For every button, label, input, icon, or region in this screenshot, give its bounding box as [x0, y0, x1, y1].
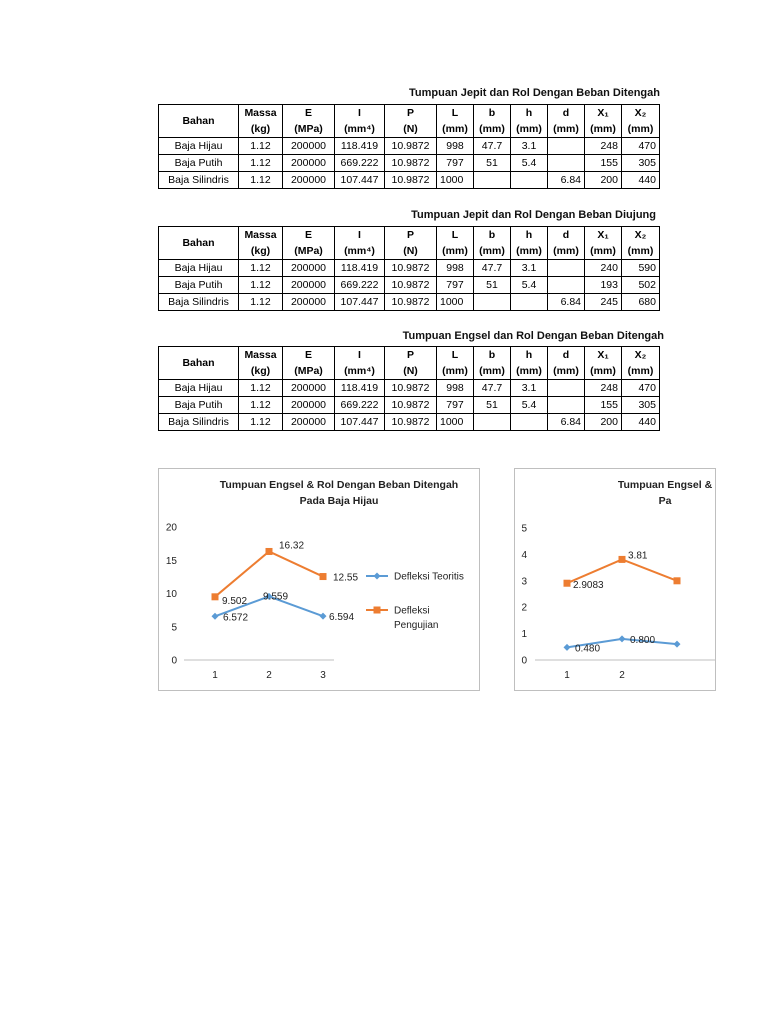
header-label: h — [511, 227, 548, 244]
table-cell: 107.447 — [335, 172, 385, 189]
table-cell: 200000 — [283, 260, 335, 277]
table-cell: 1.12 — [239, 294, 283, 311]
chart-title: Tumpuan Engsel & — [617, 479, 713, 491]
table-cell: 155 — [585, 155, 622, 172]
cell-bahan: Baja Hijau — [159, 380, 239, 397]
header-label: X₂ — [622, 227, 660, 244]
table-cell: 10.9872 — [385, 277, 437, 294]
header-unit: (mm) — [622, 121, 660, 138]
header-label: d — [548, 347, 585, 364]
chart-subtitle: Pa — [658, 495, 672, 507]
table-cell: 200000 — [283, 172, 335, 189]
chart-2 — [515, 469, 715, 690]
table-cell — [474, 172, 511, 189]
y-tick-label: 5 — [171, 622, 177, 634]
table-row — [159, 397, 660, 414]
header-label: X₂ — [622, 105, 660, 122]
x-tick-label: 1 — [212, 670, 218, 681]
data-point — [619, 556, 626, 563]
table-cell — [548, 155, 585, 172]
header-label: d — [548, 105, 585, 122]
header-label: E — [283, 227, 335, 244]
header-unit: (kg) — [239, 121, 283, 138]
header-label: E — [283, 347, 335, 364]
header-unit: (mm) — [548, 121, 585, 138]
data-point — [212, 613, 219, 620]
table-cell: 1.12 — [239, 155, 283, 172]
header-label: L — [437, 105, 474, 122]
table-row — [159, 380, 660, 397]
header-label: h — [511, 347, 548, 364]
cell-bahan: Baja Putih — [159, 277, 239, 294]
table-cell — [511, 172, 548, 189]
table-cell: 107.447 — [335, 294, 385, 311]
table-cell: 47.7 — [474, 380, 511, 397]
legend-marker — [374, 607, 381, 614]
y-tick-label: 1 — [521, 629, 527, 641]
chart-1 — [159, 469, 479, 690]
header-unit: (MPa) — [283, 121, 335, 138]
table-cell: 10.9872 — [385, 294, 437, 311]
table-cell: 1000 — [437, 414, 474, 431]
table-cell: 3.1 — [511, 138, 548, 155]
cell-bahan: Baja Hijau — [159, 260, 239, 277]
table-cell: 107.447 — [335, 414, 385, 431]
header-unit: (mm) — [474, 121, 511, 138]
table-cell: 797 — [437, 397, 474, 414]
data-point — [320, 573, 327, 580]
table-cell: 118.419 — [335, 138, 385, 155]
data-label: 0.480 — [575, 643, 601, 655]
data-label: 9.559 — [263, 591, 289, 603]
data-point — [320, 613, 327, 620]
table-3-caption: Tumpuan Engsel dan Rol Dengan Beban Ditengah — [402, 330, 664, 342]
cell-bahan: Baja Silindris — [159, 414, 239, 431]
table-cell: 10.9872 — [385, 260, 437, 277]
header-unit: (kg) — [239, 243, 283, 260]
x-tick-label: 1 — [564, 670, 570, 681]
header-unit: (kg) — [239, 363, 283, 380]
table-2 — [158, 226, 660, 311]
header-unit: (mm) — [437, 121, 474, 138]
header-label: L — [437, 227, 474, 244]
table-cell — [548, 277, 585, 294]
table-cell: 1.12 — [239, 414, 283, 431]
table-row — [159, 138, 660, 155]
header-unit: (mm) — [585, 121, 622, 138]
x-tick-label: 2 — [619, 670, 625, 681]
y-tick-label: 0 — [521, 655, 527, 667]
data-label: 2.9083 — [573, 580, 604, 592]
table-cell: 10.9872 — [385, 138, 437, 155]
header-label: Massa — [239, 227, 283, 244]
table-row — [159, 172, 660, 189]
header-unit: (mm) — [437, 243, 474, 260]
table-cell — [548, 380, 585, 397]
data-point — [564, 580, 571, 587]
header-label: X₂ — [622, 347, 660, 364]
table-cell: 470 — [622, 380, 660, 397]
header-unit: (MPa) — [283, 363, 335, 380]
table-cell: 200 — [585, 414, 622, 431]
header-label: P — [385, 347, 437, 364]
table-cell: 305 — [622, 155, 660, 172]
table-1 — [158, 104, 660, 189]
table-row — [159, 260, 660, 277]
table-cell: 248 — [585, 138, 622, 155]
header-unit: (mm) — [474, 243, 511, 260]
table-cell: 51 — [474, 277, 511, 294]
table-cell: 248 — [585, 380, 622, 397]
header-label: X₁ — [585, 347, 622, 364]
header-label: Massa — [239, 347, 283, 364]
table-cell: 1.12 — [239, 260, 283, 277]
table-cell: 10.9872 — [385, 397, 437, 414]
header-label: b — [474, 347, 511, 364]
table-cell: 998 — [437, 138, 474, 155]
chart-subtitle: Pada Baja Hijau — [299, 495, 379, 507]
header-label: I — [335, 347, 385, 364]
table-cell: 590 — [622, 260, 660, 277]
table-cell: 240 — [585, 260, 622, 277]
y-tick-label: 20 — [165, 522, 177, 534]
table-cell: 193 — [585, 277, 622, 294]
x-tick-label: 2 — [266, 670, 272, 681]
header-unit: (mm) — [622, 243, 660, 260]
table-cell: 470 — [622, 138, 660, 155]
table-cell: 440 — [622, 414, 660, 431]
header-label: Massa — [239, 105, 283, 122]
header-unit: (mm) — [511, 243, 548, 260]
header-bahan: Bahan — [159, 105, 239, 138]
table-cell: 200000 — [283, 155, 335, 172]
header-label: I — [335, 105, 385, 122]
data-point — [212, 593, 219, 600]
table-cell: 669.222 — [335, 155, 385, 172]
header-label: h — [511, 105, 548, 122]
header-unit: (mm) — [585, 243, 622, 260]
table-cell — [474, 414, 511, 431]
header-label: E — [283, 105, 335, 122]
table-cell: 200000 — [283, 294, 335, 311]
header-unit: (mm) — [622, 363, 660, 380]
table-cell: 1.12 — [239, 380, 283, 397]
table-cell: 797 — [437, 277, 474, 294]
chart-2-frame — [514, 468, 716, 691]
table-cell: 155 — [585, 397, 622, 414]
cell-bahan: Baja Putih — [159, 397, 239, 414]
header-bahan: Bahan — [159, 227, 239, 260]
table-cell: 669.222 — [335, 397, 385, 414]
table-cell: 1.12 — [239, 277, 283, 294]
table-cell: 6.84 — [548, 294, 585, 311]
data-label: 12.55 — [333, 572, 359, 584]
header-label: d — [548, 227, 585, 244]
data-label: 6.594 — [329, 612, 355, 624]
table-cell: 440 — [622, 172, 660, 189]
table-cell — [474, 294, 511, 311]
table-cell: 797 — [437, 155, 474, 172]
header-unit: (mm) — [474, 363, 511, 380]
header-bahan: Bahan — [159, 347, 239, 380]
header-label: b — [474, 105, 511, 122]
cell-bahan: Baja Silindris — [159, 172, 239, 189]
table-cell — [548, 397, 585, 414]
data-label: 9.502 — [222, 595, 248, 607]
data-point — [619, 635, 626, 642]
cell-bahan: Baja Silindris — [159, 294, 239, 311]
header-unit: (mm⁴) — [335, 363, 385, 380]
header-label: b — [474, 227, 511, 244]
y-tick-label: 0 — [171, 655, 177, 667]
table-cell: 1000 — [437, 172, 474, 189]
header-label: X₁ — [585, 105, 622, 122]
header-unit: (mm) — [548, 363, 585, 380]
table-cell: 3.1 — [511, 260, 548, 277]
header-unit: (mm) — [437, 363, 474, 380]
table-cell: 502 — [622, 277, 660, 294]
table-cell: 200000 — [283, 397, 335, 414]
header-unit: (mm⁴) — [335, 243, 385, 260]
legend-label: Defleksi Teoritis — [394, 571, 464, 583]
table-cell: 47.7 — [474, 260, 511, 277]
chart-title: Tumpuan Engsel & Rol Dengan Beban Ditengah — [219, 479, 459, 491]
table-cell: 1000 — [437, 294, 474, 311]
y-tick-label: 15 — [165, 555, 177, 567]
header-label: X₁ — [585, 227, 622, 244]
header-unit: (mm) — [511, 121, 548, 138]
data-label: 0.800 — [630, 634, 656, 646]
table-cell: 200000 — [283, 414, 335, 431]
table-cell — [548, 260, 585, 277]
data-point — [674, 641, 681, 648]
header-unit: (mm) — [585, 363, 622, 380]
table-cell: 998 — [437, 260, 474, 277]
y-tick-label: 4 — [521, 549, 527, 561]
table-cell: 1.12 — [239, 397, 283, 414]
table-cell: 200000 — [283, 277, 335, 294]
y-tick-label: 10 — [165, 589, 177, 600]
data-label: 3.81 — [628, 550, 648, 562]
table-cell: 10.9872 — [385, 155, 437, 172]
y-tick-label: 5 — [521, 523, 527, 535]
table-cell: 51 — [474, 397, 511, 414]
legend-marker — [374, 573, 381, 580]
table-2-caption: Tumpuan Jepit dan Rol Dengan Beban Diujung — [411, 209, 656, 221]
table-cell: 200000 — [283, 380, 335, 397]
header-label: P — [385, 227, 437, 244]
table-cell: 6.84 — [548, 172, 585, 189]
table-row — [159, 155, 660, 172]
table-cell: 3.1 — [511, 380, 548, 397]
table-cell: 10.9872 — [385, 172, 437, 189]
table-cell: 47.7 — [474, 138, 511, 155]
data-label: 6.572 — [223, 612, 249, 624]
table-row — [159, 277, 660, 294]
table-cell: 5.4 — [511, 155, 548, 172]
table-row — [159, 414, 660, 431]
table-cell: 998 — [437, 380, 474, 397]
table-cell — [548, 138, 585, 155]
table-cell: 5.4 — [511, 397, 548, 414]
table-cell: 669.222 — [335, 277, 385, 294]
table-cell: 10.9872 — [385, 380, 437, 397]
table-row — [159, 294, 660, 311]
table-cell: 1.12 — [239, 138, 283, 155]
cell-bahan: Baja Hijau — [159, 138, 239, 155]
header-unit: (mm) — [511, 363, 548, 380]
table-1-caption: Tumpuan Jepit dan Rol Dengan Beban Ditengah — [409, 87, 660, 99]
chart-1-frame — [158, 468, 480, 691]
header-label: I — [335, 227, 385, 244]
table-cell: 200 — [585, 172, 622, 189]
header-unit: (N) — [385, 243, 437, 260]
table-cell: 118.419 — [335, 260, 385, 277]
header-label: P — [385, 105, 437, 122]
header-unit: (N) — [385, 363, 437, 380]
table-cell: 10.9872 — [385, 414, 437, 431]
table-cell: 680 — [622, 294, 660, 311]
table-cell: 5.4 — [511, 277, 548, 294]
table-cell: 6.84 — [548, 414, 585, 431]
table-cell: 51 — [474, 155, 511, 172]
data-label: 16.32 — [279, 540, 305, 552]
table-cell — [511, 414, 548, 431]
data-point — [674, 577, 681, 584]
header-unit: (N) — [385, 121, 437, 138]
header-unit: (mm) — [548, 243, 585, 260]
header-label: L — [437, 347, 474, 364]
cell-bahan: Baja Putih — [159, 155, 239, 172]
table-cell: 200000 — [283, 138, 335, 155]
data-point — [266, 548, 273, 555]
y-tick-label: 3 — [521, 576, 527, 588]
table-cell: 118.419 — [335, 380, 385, 397]
legend-label: Pengujian — [394, 620, 439, 631]
table-cell: 1.12 — [239, 172, 283, 189]
x-tick-label: 3 — [320, 670, 326, 681]
header-unit: (mm⁴) — [335, 121, 385, 138]
legend-label: Defleksi — [394, 605, 430, 617]
data-point — [564, 644, 571, 651]
table-cell: 305 — [622, 397, 660, 414]
series-line — [215, 551, 323, 596]
y-tick-label: 2 — [521, 602, 527, 614]
header-unit: (MPa) — [283, 243, 335, 260]
table-3 — [158, 346, 660, 431]
table-cell: 245 — [585, 294, 622, 311]
table-cell — [511, 294, 548, 311]
